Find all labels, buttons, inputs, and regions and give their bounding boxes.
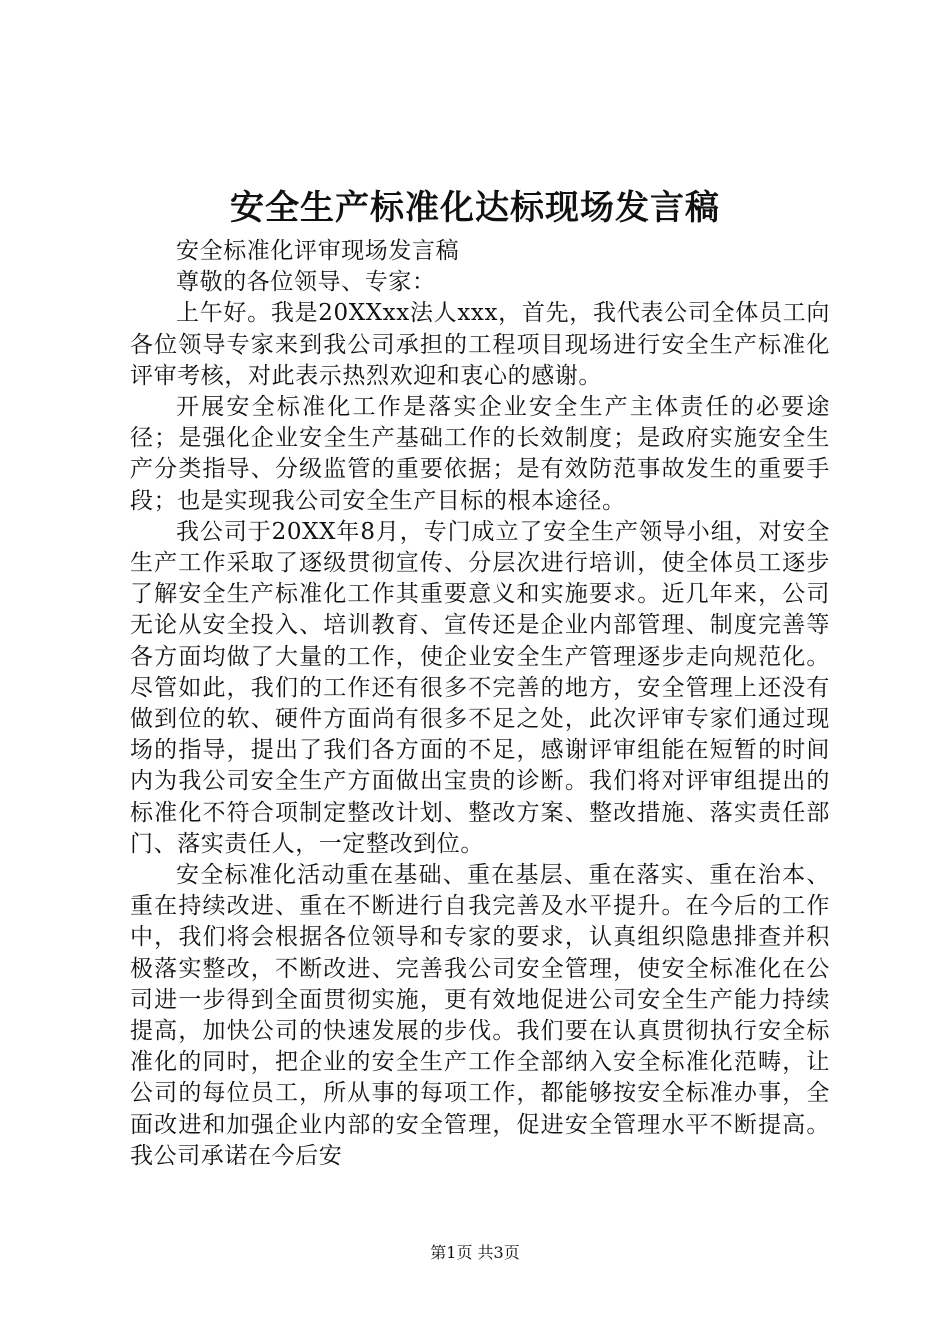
paragraph-significance: 开展安全标准化工作是落实企业安全生产主体责任的必要途径；是强化企业安全生产基础工作的长效制度；是政府实施安全生产分类指导、分级监管的重要依据；是有效防范事故发生的重要手段；也是实现我公司安全生产目标的根本途径。 — [130, 394, 830, 514]
paragraph-commitment: 安全标准化活动重在基础、重在基层、重在落实、重在治本、重在持续改进、重在不断进行自我完善及水平提升。在今后的工作中，我们将会根据各位领导和专家的要求，认真组织隐患排查并积极落实整改，不断改进、完善我公司安全管理，使安全标准化在公司进一步得到全面贯彻实施，更有效地促进公司安全生产能力持续提高，加快公司的快速发展的步伐。我们要在认真贯彻执行安全标准化的同时，把企业的安全生产工作全部纳入安全标准化范畴，让公司的每位员工，所从事的每项工作，都能够按安全标准办事，全面改进和加强企业内部的安全管理，促进安全管理水平不断提高。我公司承诺在今后安 — [130, 862, 830, 1169]
paragraph-subtitle: 安全标准化评审现场发言稿 — [176, 238, 460, 264]
paragraph-greeting: 上午好。我是20XXxx法人xxx，首先，我代表公司全体员工向各位领导专家来到我公司承担的工程项目现场进行安全生产标准化评审考核，对此表示热烈欢迎和衷心的感谢。 — [130, 300, 830, 389]
paragraph-work-summary: 我公司于20XX年8月，专门成立了安全生产领导小组，对安全生产工作采取了逐级贯彻宣传、分层次进行培训，使全体员工逐步了解安全生产标准化工作其重要意义和实施要求。近几年来，公司无论从安全投入、培训教育、宣传还是企业内部管理、制度完善等各方面均做了大量的工作，使企业安全生产管理逐步走向规范化。尽管如此，我们的工作还有很多不完善的地方，安全管理上还没有做到位的软、硬件方面尚有很多不足之处，此次评审专家们通过现场的指导，提出了我们各方面的不足，感谢评审组能在短暂的时间内为我公司安全生产方面做出宝贵的诊断。我们将对评审组提出的标准化不符合项制定整改计划、整改方案、整改措施、落实责任部门、落实责任人，一定整改到位。 — [130, 518, 830, 857]
document-title: 安全生产标准化达标现场发言稿 — [230, 188, 720, 228]
paragraph-salutation: 尊敬的各位领导、专家： — [176, 269, 436, 296]
page-footer: 第1页 共3页 — [430, 1243, 520, 1262]
document-body — [130, 236, 830, 1172]
